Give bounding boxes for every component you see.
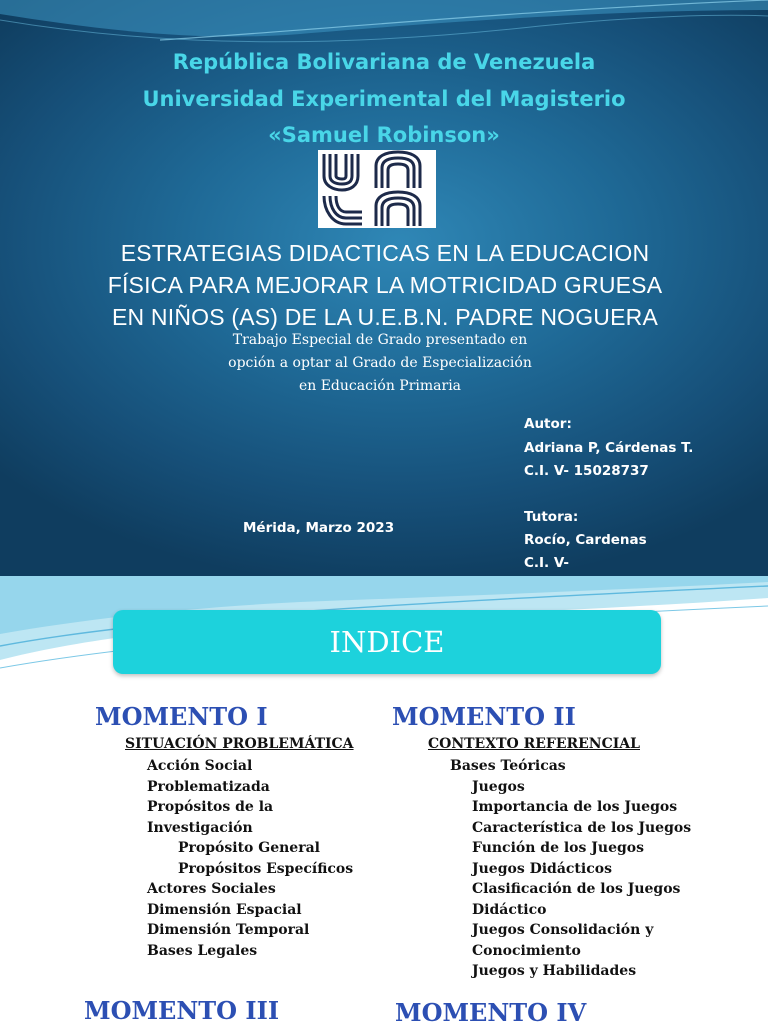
tutor-label: Tutora: (524, 509, 579, 525)
list-item: Bases Teóricas (450, 758, 566, 774)
thesis-title-line-2: FÍSICA PARA MEJORAR LA MOTRICIDAD GRUESA (107, 272, 663, 298)
list-item: Importancia de los Juegos (472, 799, 678, 815)
list-item: Propósitos de la (147, 799, 274, 815)
list-item: Didáctico (472, 901, 547, 918)
thesis-title-line-1: ESTRATEGIAS DIDACTICAS EN LA EDUCACION (120, 240, 650, 266)
institution-line-2: Universidad Experimental del Magisterio (142, 87, 626, 111)
tutor-id: C.I. V- (524, 555, 569, 571)
institution-line-1: República Bolivariana de Venezuela (172, 50, 596, 74)
thesis-title-line-3: EN NIÑOS (AS) DE LA U.E.B.N. PADRE NOGUERA (111, 304, 659, 330)
list-item: Dimensión Espacial (147, 901, 302, 918)
list-item: Clasificación de los Juegos (472, 881, 681, 897)
place-date: Mérida, Marzo 2023 (243, 520, 395, 536)
moment-4-heading: MOMENTO IV (395, 998, 587, 1024)
index-title: INDICE (329, 625, 445, 659)
list-item: Bases Legales (147, 942, 258, 959)
moment-2-section: CONTEXTO REFERENCIAL (428, 736, 640, 752)
moment-1-section: SITUACIÓN PROBLEMÁTICA (125, 736, 354, 752)
tutor-name: Rocío, Cardenas (524, 532, 647, 548)
author-name: Adriana P, Cárdenas T. (524, 440, 694, 456)
list-item: Propósito General (178, 840, 320, 856)
author-id: C.I. V- 15028737 (524, 463, 649, 479)
moment-3-heading: MOMENTO III (84, 996, 280, 1024)
author-label: Autor: (524, 416, 572, 432)
list-item: Acción Social (147, 758, 253, 774)
subtitle-line-3: en Educación Primaria (298, 378, 462, 394)
subtitle-line-1: Trabajo Especial de Grado presentado en (232, 332, 528, 348)
list-item: Propósitos Específicos (178, 860, 354, 877)
moment-2-list (0, 756, 691, 982)
index-slide (0, 576, 768, 1024)
moment-1-heading: MOMENTO I (95, 702, 268, 731)
list-item: Dimensión Temporal (147, 922, 310, 938)
subtitle-line-2: opción a optar al Grado de Especialización (228, 355, 532, 371)
list-item: Función de los Juegos (472, 840, 644, 856)
institution-line-3: «Samuel Robinson» (268, 123, 500, 147)
list-item: Juegos (472, 778, 525, 795)
list-item: Conocimiento (472, 942, 581, 959)
index-title-bar (113, 610, 661, 674)
list-item: Juegos Didácticos (472, 860, 612, 877)
list-item: Juegos y Habilidades (472, 963, 637, 979)
list-item: Actores Sociales (147, 881, 276, 897)
list-item: Característica de los Juegos (472, 819, 692, 836)
list-item: Problematizada (147, 778, 270, 795)
university-logo (318, 150, 436, 228)
moment-2-heading: MOMENTO II (392, 702, 576, 731)
list-item: Juegos Consolidación y (472, 922, 654, 938)
list-item: Investigación (147, 819, 253, 836)
